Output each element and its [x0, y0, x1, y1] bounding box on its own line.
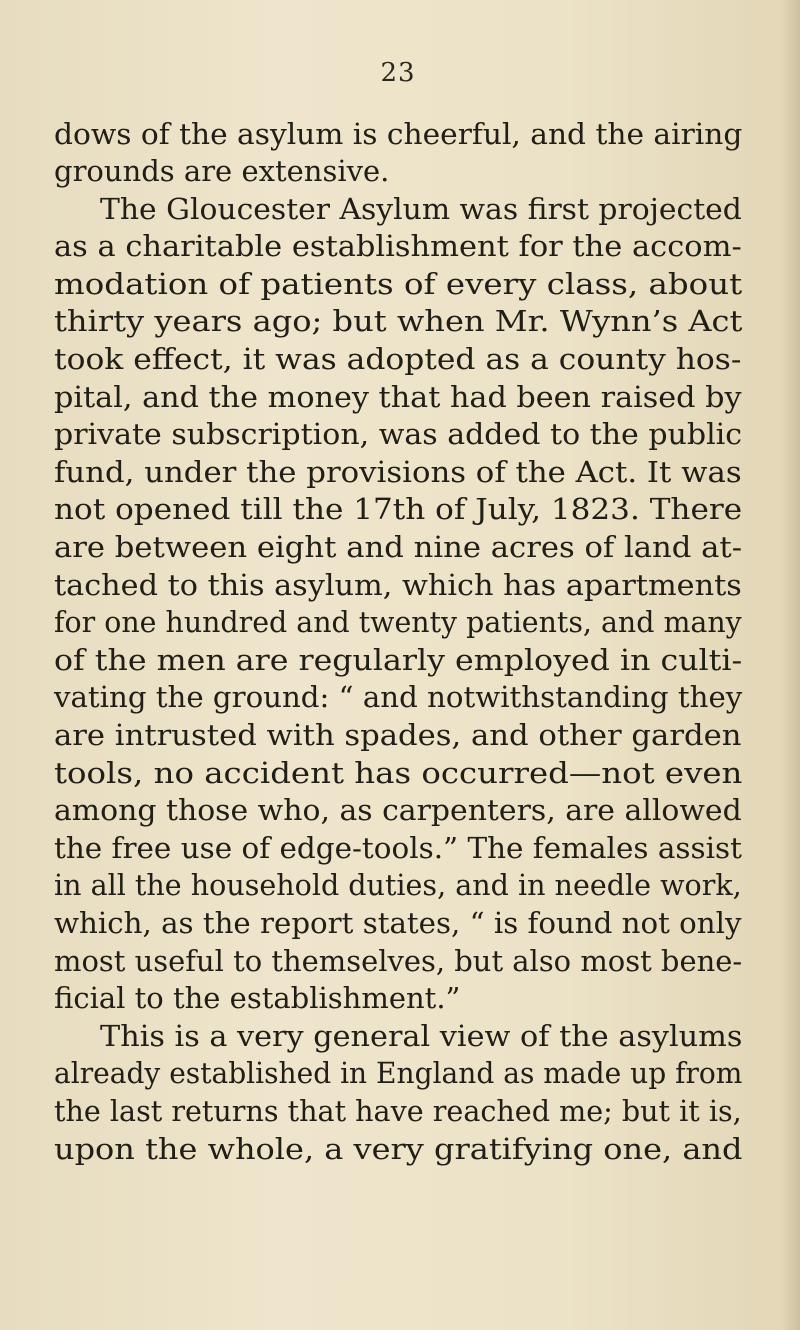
- text-line-10: fund, under the provisions of the Act. It was: [54, 455, 742, 489]
- text-line-7: took effect, it was adopted as a county hos-: [54, 342, 742, 376]
- text-line-8: pital, and the money that had been raised by: [54, 380, 742, 414]
- text-line-6: thirty years ago; but when Mr. Wynn’s Act: [54, 304, 743, 338]
- text-line-3: The Gloucester Asylum was first projected: [100, 192, 742, 226]
- text-line-23: most useful to themselves, but also most bene-: [54, 944, 743, 978]
- text-line-20: the free use of edge-tools.” The females assist: [54, 831, 742, 865]
- text-line-18: tools, no accident has occurred—not even: [54, 756, 743, 790]
- page-edge-shadow: [782, 0, 800, 1330]
- text-line-4: as a charitable establishment for the accom-: [54, 229, 742, 263]
- text-line-1: dows of the asylum is cheerful, and the airing: [54, 117, 743, 151]
- text-line-15: of the men are regularly employed in culti-: [54, 643, 743, 677]
- text-line-21: in all the household duties, and in needle work,: [54, 868, 742, 902]
- text-line-24: ficial to the establishment.”: [54, 981, 461, 1015]
- text-line-13: tached to this asylum, which has apartments: [54, 568, 742, 602]
- text-line-17: are intrusted with spades, and other garden: [54, 718, 742, 752]
- text-line-19: among those who, as carpenters, are allowed: [54, 793, 742, 827]
- text-line-25: This is a very general view of the asylums: [100, 1019, 743, 1053]
- text-line-12: are between eight and nine acres of land at-: [54, 530, 743, 564]
- text-line-2: grounds are extensive.: [54, 154, 390, 188]
- text-line-28: upon the whole, a very gratifying one, and: [54, 1132, 743, 1166]
- text-line-14: for one hundred and twenty patients, and many: [54, 605, 742, 639]
- text-line-26: already established in England as made up from: [54, 1056, 743, 1090]
- text-line-16: vating the ground: “ and notwithstanding they: [54, 680, 743, 714]
- text-line-22: which, as the report states, “ is found not only: [54, 906, 742, 940]
- text-line-5: modation of patients of every class, about: [54, 267, 743, 301]
- page-number: 23: [380, 58, 416, 88]
- text-line-11: not opened till the 17th of July, 1823. There: [54, 492, 743, 526]
- text-line-9: private subscription, was added to the public: [54, 417, 743, 451]
- text-line-27: the last returns that have reached me; but it is,: [54, 1094, 742, 1128]
